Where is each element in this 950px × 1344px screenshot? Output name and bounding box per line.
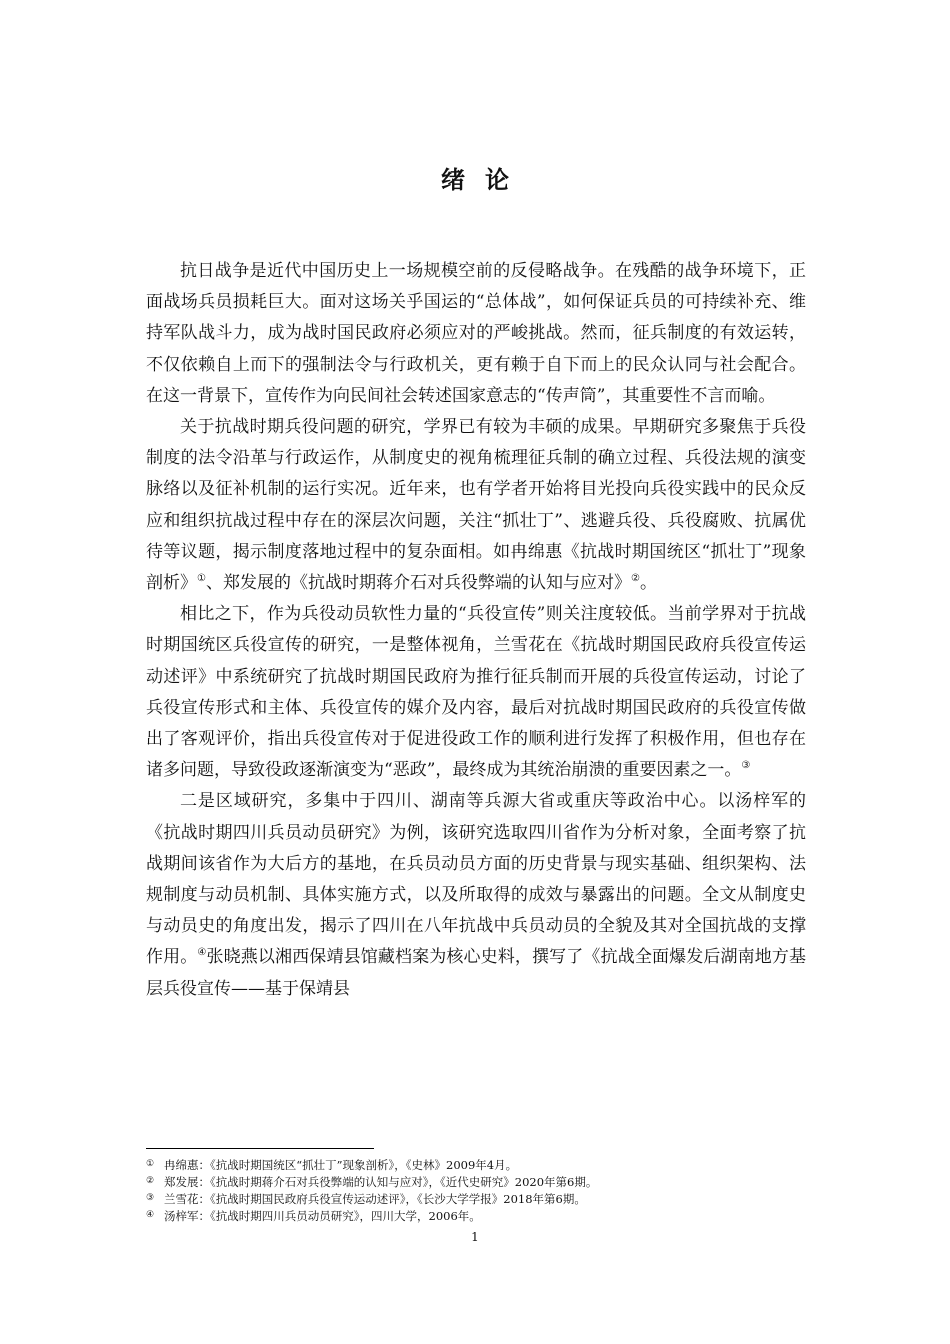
paragraph-2 [146,412,806,599]
footnote-ref-3[interactable]: ③ [741,760,751,772]
page-title: 绪论 [441,166,529,194]
paragraph-text: 二是区域研究，多集中于四川、湖南等兵源大省或重庆等政治中心。以汤梓军的《抗战时期四川兵员动员研究》为例，该研究选取四川省作为分析对象，全面考察了抗战期间该省作为大后方的基地，在兵员动员方面的历史背景与现实基础、组织架构、法规制度与动员机制、具体实施方式，以及所取得的成效与暴露出的问题。全文从制度史与动员史的角度出发，揭示了四川在八年抗战中兵员动员的全貌及其对全国抗战的支撑作用。 [146,791,806,968]
footnote-text: 汤梓军：《抗战时期四川兵员动员研究》，四川大学，2006年。 [164,1209,481,1223]
paragraph-text: 。 [639,573,657,594]
paragraph-text: 张晓燕以湘西保靖县馆藏档案为核心史料，撰写了《抗战全面爆发后湖南地方基层兵役宣传——基于保靖县 [146,947,807,999]
footnote-ref-4[interactable]: ④ [197,947,207,959]
footnote-ref-1[interactable]: ① [197,573,206,585]
body-text [146,256,806,1005]
footnote-mark: ① [146,1159,155,1169]
paragraph-1 [146,256,806,412]
footnote-4 [146,1207,806,1224]
footnote-text: 冉绵惠：《抗战时期国统区“抓壮丁”现象剖析》，《史林》2009年4月。 [164,1158,518,1172]
paragraph-4 [146,786,806,1004]
footnote-mark: ② [146,1176,155,1186]
footnote-mark: ④ [146,1210,155,1220]
footnote-separator [146,1148,374,1149]
footnote-ref-2[interactable]: ② [630,573,640,585]
paragraph-3 [146,599,806,786]
footnote-1 [146,1156,806,1173]
page-number: 1 [471,1230,479,1244]
footnote-3 [146,1190,806,1207]
footnote-2 [146,1173,806,1190]
paragraph-text: 相比之下，作为兵役动员软性力量的“兵役宣传”则关注度较低。当前学界对于抗战时期国统区兵役宣传的研究，一是整体视角，兰雪花在《抗战时期国民政府兵役宣传运动述评》中系统研究了抗战时期国民政府为推行征兵制而开展的兵役宣传运动，讨论了兵役宣传形式和主体、兵役宣传的媒介及内容，最后对抗战时期国民政府的兵役宣传做出了客观评价，指出兵役宣传对于促进役政工作的顺利进行发挥了积极作用，但也存在诸多问题，导致役政逐渐演变为“恶政”，最终成为其统治崩溃的重要因素之一。 [146,604,806,781]
paragraph-text: 抗日战争是近代中国历史上一场规模空前的反侵略战争。在残酷的战争环境下，正面战场兵员损耗巨大。面对这场关乎国运的“总体战”，如何保证兵员的可持续补充、维持军队战斗力，成为战时国民政府必须应对的严峻挑战。然而，征兵制度的有效运转，不仅依赖自上而下的强制法令与行政机关，更有赖于自下而上的民众认同与社会配合。在这一背景下，宣传作为向民间社会转述国家意志的“传声筒”，其重要性不言而喻。 [146,261,806,406]
paragraph-text: 关于抗战时期兵役问题的研究，学界已有较为丰硕的成果。早期研究多聚焦于兵役制度的法令沿革与行政运作，从制度史的视角梳理征兵制的确立过程、兵役法规的演变脉络以及征补机制的运行实况。近年来，也有学者开始将目光投向兵役实践中的民众反应和组织抗战过程中存在的深层次问题，关注“抓壮丁”、逃避兵役、兵役腐败、抗属优待等议题，揭示制度落地过程中的复杂面相。如冉绵惠《抗战时期国统区“抓壮丁”现象剖析》 [146,417,806,594]
footnote-text: 兰雪花：《抗战时期国民政府兵役宣传运动述评》，《长沙大学学报》2018年第6期。 [164,1192,586,1206]
footnote-mark: ③ [146,1193,155,1203]
footnote-text: 郑发展：《抗战时期蒋介石对兵役弊端的认知与应对》，《近代史研究》2020年第6期。 [164,1175,598,1189]
paragraph-text: 、郑发展的《抗战时期蒋介石对兵役弊端的认知与应对》 [205,573,631,594]
footnotes [146,1156,806,1224]
